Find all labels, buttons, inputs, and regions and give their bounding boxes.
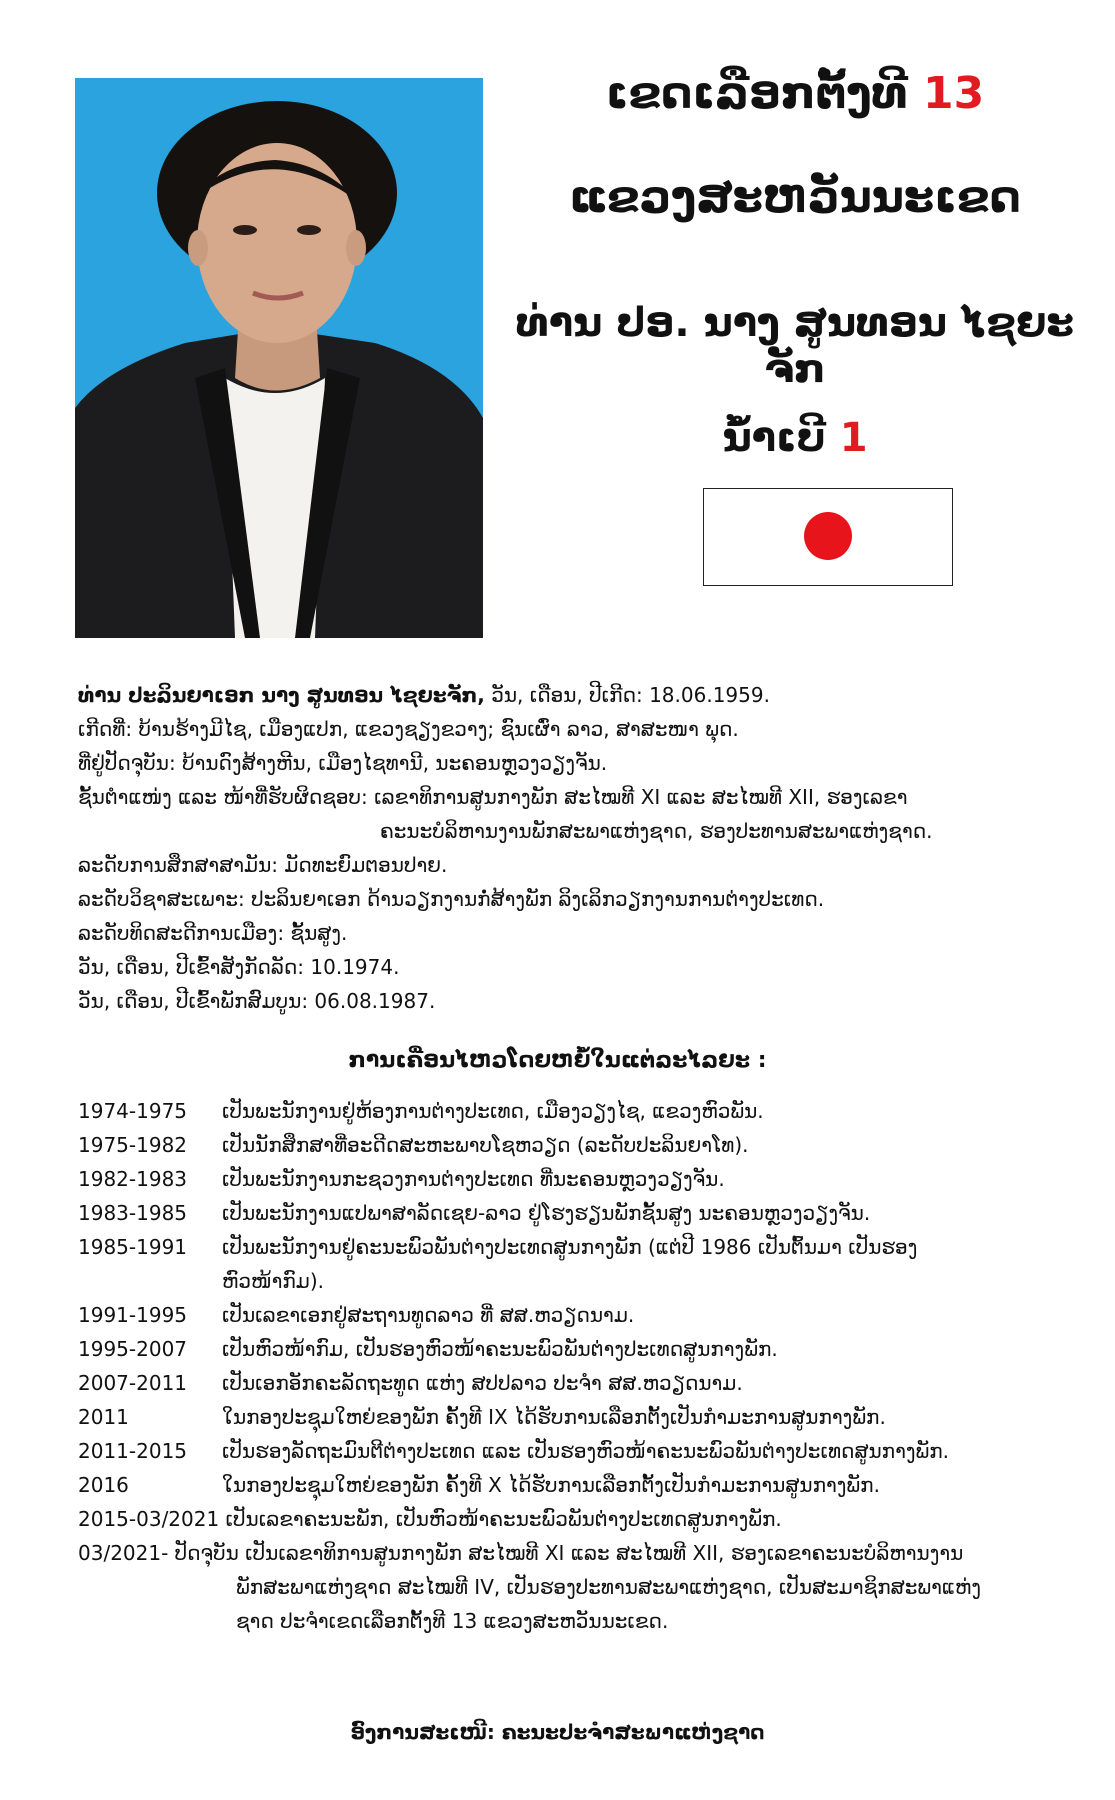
career-text: ເປັນພະນັກງານຢູ່ຄະນະພົວພັນຕ່າງປະເທດສູນກາງພັກ (ແຕ່ປີ 1986 ເປັນຕົ້ນມາ ເປັນຮອງ: [222, 1235, 918, 1259]
constituency-label: ເຂດເລືອກຕັ້ງທີ: [605, 68, 908, 119]
info-line-party-membership: ວັນ, ເດືອນ, ປີເຂົ້າພັກສົມບູນ: 06.08.1987.: [78, 989, 436, 1013]
career-text: ຫົວໜ້າກົມ).: [222, 1269, 324, 1293]
info-line-position-cont: ຄະນະບໍລິຫານງານພັກສະພາແຫ່ງຊາດ, ຮອງປະທານສະພາແຫ່ງຊາດ.: [380, 819, 933, 843]
career-year: 1974-1975: [78, 1099, 188, 1123]
career-text: ເປັນຫົວໜ້າກົມ, ເປັນຮອງຫົວໜ້າຄະນະພົວພັນຕ່າງປະເທດສູນກາງພັກ.: [222, 1337, 778, 1361]
career-year-full-line: 2015-03/2021 ເປັນເລຂາຄະນະພັກ, ເປັນຫົວໜ້າຄະນະພົວພັນຕ່າງປະເທດສູນກາງພັກ.: [78, 1507, 782, 1531]
info-line-birthplace: ເກີດທີ່: ບ້ານຮ້າງມີໄຊ, ເມືອງແປກ, ແຂວງຊຽງຂວາງ; ຊົນເຜົ່າ ລາວ, ສາສະໜາ ພຸດ.: [78, 717, 739, 741]
career-text: ໃນກອງປະຊຸມໃຫຍ່ຂອງພັກ ຄັ້ງທີ X ໄດ້ຮັບການເລືອກຕັ້ງເປັນກຳມະການສູນກາງພັກ.: [222, 1473, 880, 1497]
career-heading: ການເຄື່ອນໄຫວໂດຍຫຍໍ້ໃນແຕ່ລະໄລຍະ :: [348, 1048, 767, 1073]
career-year: 1983-1985: [78, 1201, 188, 1225]
info-line-birth: [78, 683, 770, 707]
career-year: 1995-2007: [78, 1337, 188, 1361]
career-year: 1975-1982: [78, 1133, 188, 1157]
info-line-specialization: ລະດັບວິຊາສະເພາະ: ປະລິນຍາເອກ ດ້ານວຽກງານກໍ່ສ້າງພັກ ລິງເລິກວຽກງານການຕ່າງປະເທດ.: [78, 887, 825, 911]
career-year: 2007-2011: [78, 1371, 188, 1395]
ballot-number-heading: [560, 415, 1030, 461]
proposing-organization: ອົງການສະເໜີ: ຄະນະປະຈຳສະພາແຫ່ງຊາດ: [350, 1720, 765, 1744]
province-heading: ແຂວງສະຫວັນນະເຂດ: [569, 172, 1021, 223]
constituency-heading: [560, 68, 1030, 119]
career-year: 2011-2015: [78, 1439, 188, 1463]
candidate-photo: [75, 78, 483, 638]
career-year: 2016: [78, 1473, 129, 1497]
ballot-symbol-box: [703, 488, 953, 586]
info-line-state-service: ວັນ, ເດືອນ, ປີເຂົ້າສັງກັດລັດ: 10.1974.: [78, 955, 400, 979]
candidate-name-heading: ທ່ານ ປອ. ນາງ ສູນທອນ ໄຊຍະຈັກ: [516, 300, 1074, 392]
career-text: ພັກສະພາແຫ່ງຊາດ ສະໄໝທີ IV, ເປັນຮອງປະທານສະພາແຫ່ງຊາດ, ເປັນສະມາຊິກສະພາແຫ່ງ: [236, 1575, 982, 1599]
info-line-political-theory: ລະດັບທິດສະດີການເມືອງ: ຊັ້ນສູງ.: [78, 921, 348, 945]
portrait-illustration: [75, 78, 483, 638]
info-line-education: ລະດັບການສຶກສາສາມັນ: ມັດທະຍົມຕອນປາຍ.: [78, 853, 448, 877]
career-text: ເປັນພະນັກງານກະຊວງການຕ່າງປະເທດ ທີ່ນະຄອນຫຼວງວຽງຈັນ.: [222, 1167, 725, 1191]
career-year: 1991-1995: [78, 1303, 188, 1327]
career-text: ໃນກອງປະຊຸມໃຫຍ່ຂອງພັກ ຄັ້ງທີ IX ໄດ້ຮັບການເລືອກຕັ້ງເປັນກຳມະການສູນກາງພັກ.: [222, 1405, 886, 1429]
career-year: 1982-1983: [78, 1167, 188, 1191]
career-year-full-line: 03/2021- ປັດຈຸບັນ ເປັນເລຂາທິການສູນກາງພັກ ສະໄໝທີ XI ແລະ ສະໄໝທີ XII, ຮອງເລຂາຄະນະບໍລິຫານງານ: [78, 1541, 964, 1565]
red-circle-icon: [804, 512, 852, 560]
career-text: ເປັນພະນັກງານແປພາສາລັດເຊຍ-ລາວ ຢູ່ໂຮງຮຽນພັກຊັ້ນສູງ ນະຄອນຫຼວງວຽງຈັນ.: [222, 1201, 871, 1225]
info-line-address: ທີ່ຢູ່ປັດຈຸບັນ: ບ້ານດົງສ້າງຫີນ, ເມືອງໄຊທານີ, ນະຄອນຫຼວງວຽງຈັນ.: [78, 751, 608, 775]
info-line-position: ຊັ້ນຕຳແໜ່ງ ແລະ ໜ້າທີ່ຮັບຜິດຊອບ: ເລຂາທິການສູນກາງພັກ ສະໄໝທີ XI ແລະ ສະໄໝທີ XII, ຮອງເລຂາ: [78, 785, 908, 809]
info-birthdate: ວັນ, ເດືອນ, ປີເກີດ: 18.06.1959.: [484, 683, 770, 707]
ballot-number-value: 1: [839, 415, 868, 461]
career-year: 1985-1991: [78, 1235, 188, 1259]
ballot-number-label: ນໍ້າເບີ: [722, 415, 826, 461]
career-year: 2011: [78, 1405, 129, 1429]
info-name-bold: ທ່ານ ປະລິນຍາເອກ ນາງ ສູນທອນ ໄຊຍະຈັກ,: [78, 683, 485, 707]
career-text: ເປັນເລຂາເອກຢູ່ສະຖານທູດລາວ ທີ່ ສສ.ຫວຽດນາມ.: [222, 1303, 635, 1327]
career-text: ເປັນຮອງລັດຖະມົນຕີຕ່າງປະເທດ ແລະ ເປັນຮອງຫົວໜ້າຄະນະພົວພັນຕ່າງປະເທດສູນກາງພັກ.: [222, 1439, 950, 1463]
career-text: ຊາດ ປະຈຳເຂດເລືອກຕັ້ງທີ 13 ແຂວງສະຫວັນນະເຂດ.: [236, 1609, 669, 1633]
career-text: ເປັນນັກສຶກສາທີ່ອະດີດສະຫະພາບໂຊຫວຽດ (ລະດັບປະລິນຍາໂທ).: [222, 1133, 749, 1157]
career-text: ເປັນເອກອັກຄະລັດຖະທູດ ແຫ່ງ ສປປລາວ ປະຈຳ ສສ.ຫວຽດນາມ.: [222, 1371, 743, 1395]
constituency-number: 13: [922, 68, 985, 119]
career-text: ເປັນພະນັກງານຢູ່ຫ້ອງການຕ່າງປະເທດ, ເມືອງວຽງໄຊ, ແຂວງຫົວພັນ.: [222, 1099, 764, 1123]
